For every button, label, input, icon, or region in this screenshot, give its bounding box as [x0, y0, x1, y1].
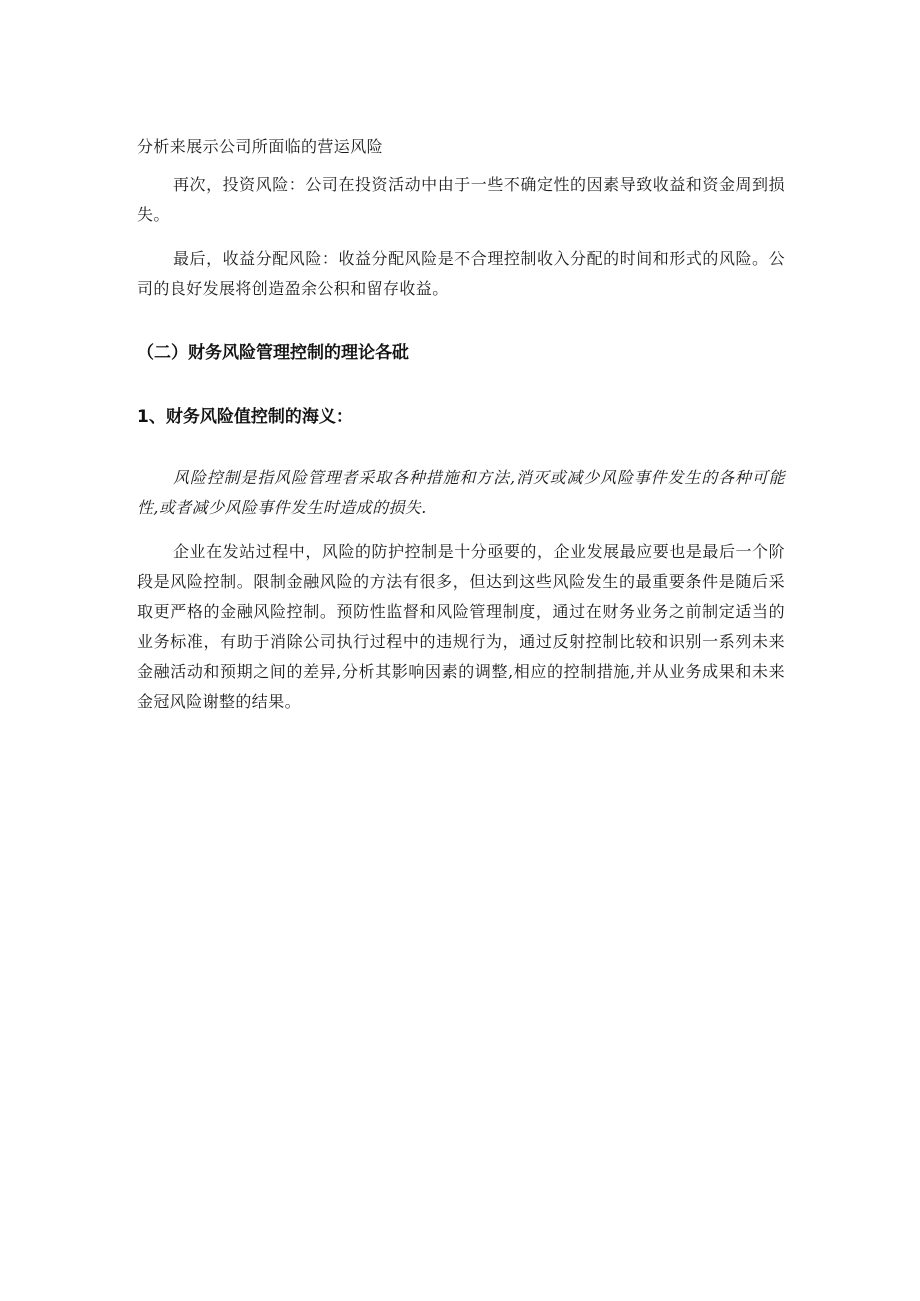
section-heading: （二）财务风险管理控制的理论各砒	[137, 343, 409, 363]
paragraph-risk-control-explanation: 企业在发站过程中，风险的防护控制是十分亟要的，企业发展最应要也是最后一个阶段是风险控制。限制金融风险的方法有很多，但达到这些风险发生的最重要条件是随后采取更严格的金融风险控制。预防性监督和风险管理制度，通过在财务业务之前制定适当的业务标准，有助于消除公司执行过程中的违规行为，通过反射控制比较和识别一系列未来金融活动和预期之间的差异,分析其影响因素的调整,相应的控制措施,并从业务成果和未来金冠风险谢整的结果。	[137, 542, 785, 711]
paragraph-operating-risk-tail: 分析来展示公司所面临的营运风险	[137, 137, 384, 156]
paragraph-income-distribution-risk: 最后，收益分配风险：收益分配风险是不合理控制收入分配的时间和形式的风险。公司的良好发展将创造盈余公积和留存收益。	[137, 249, 785, 298]
subsection-heading: 1、财务风险值控制的海义：	[137, 407, 353, 427]
paragraph-risk-control-definition: 风险控制是指风险管理者采取各种措施和方法,消灭或减少风险事件发生的各种可能性,或者减少风险事件发生时造成的损失.	[137, 468, 785, 517]
paragraph-investment-risk: 再次，投资风险：公司在投资活动中由于一些不确定性的因素导致收益和资金周到损失。	[137, 175, 785, 224]
